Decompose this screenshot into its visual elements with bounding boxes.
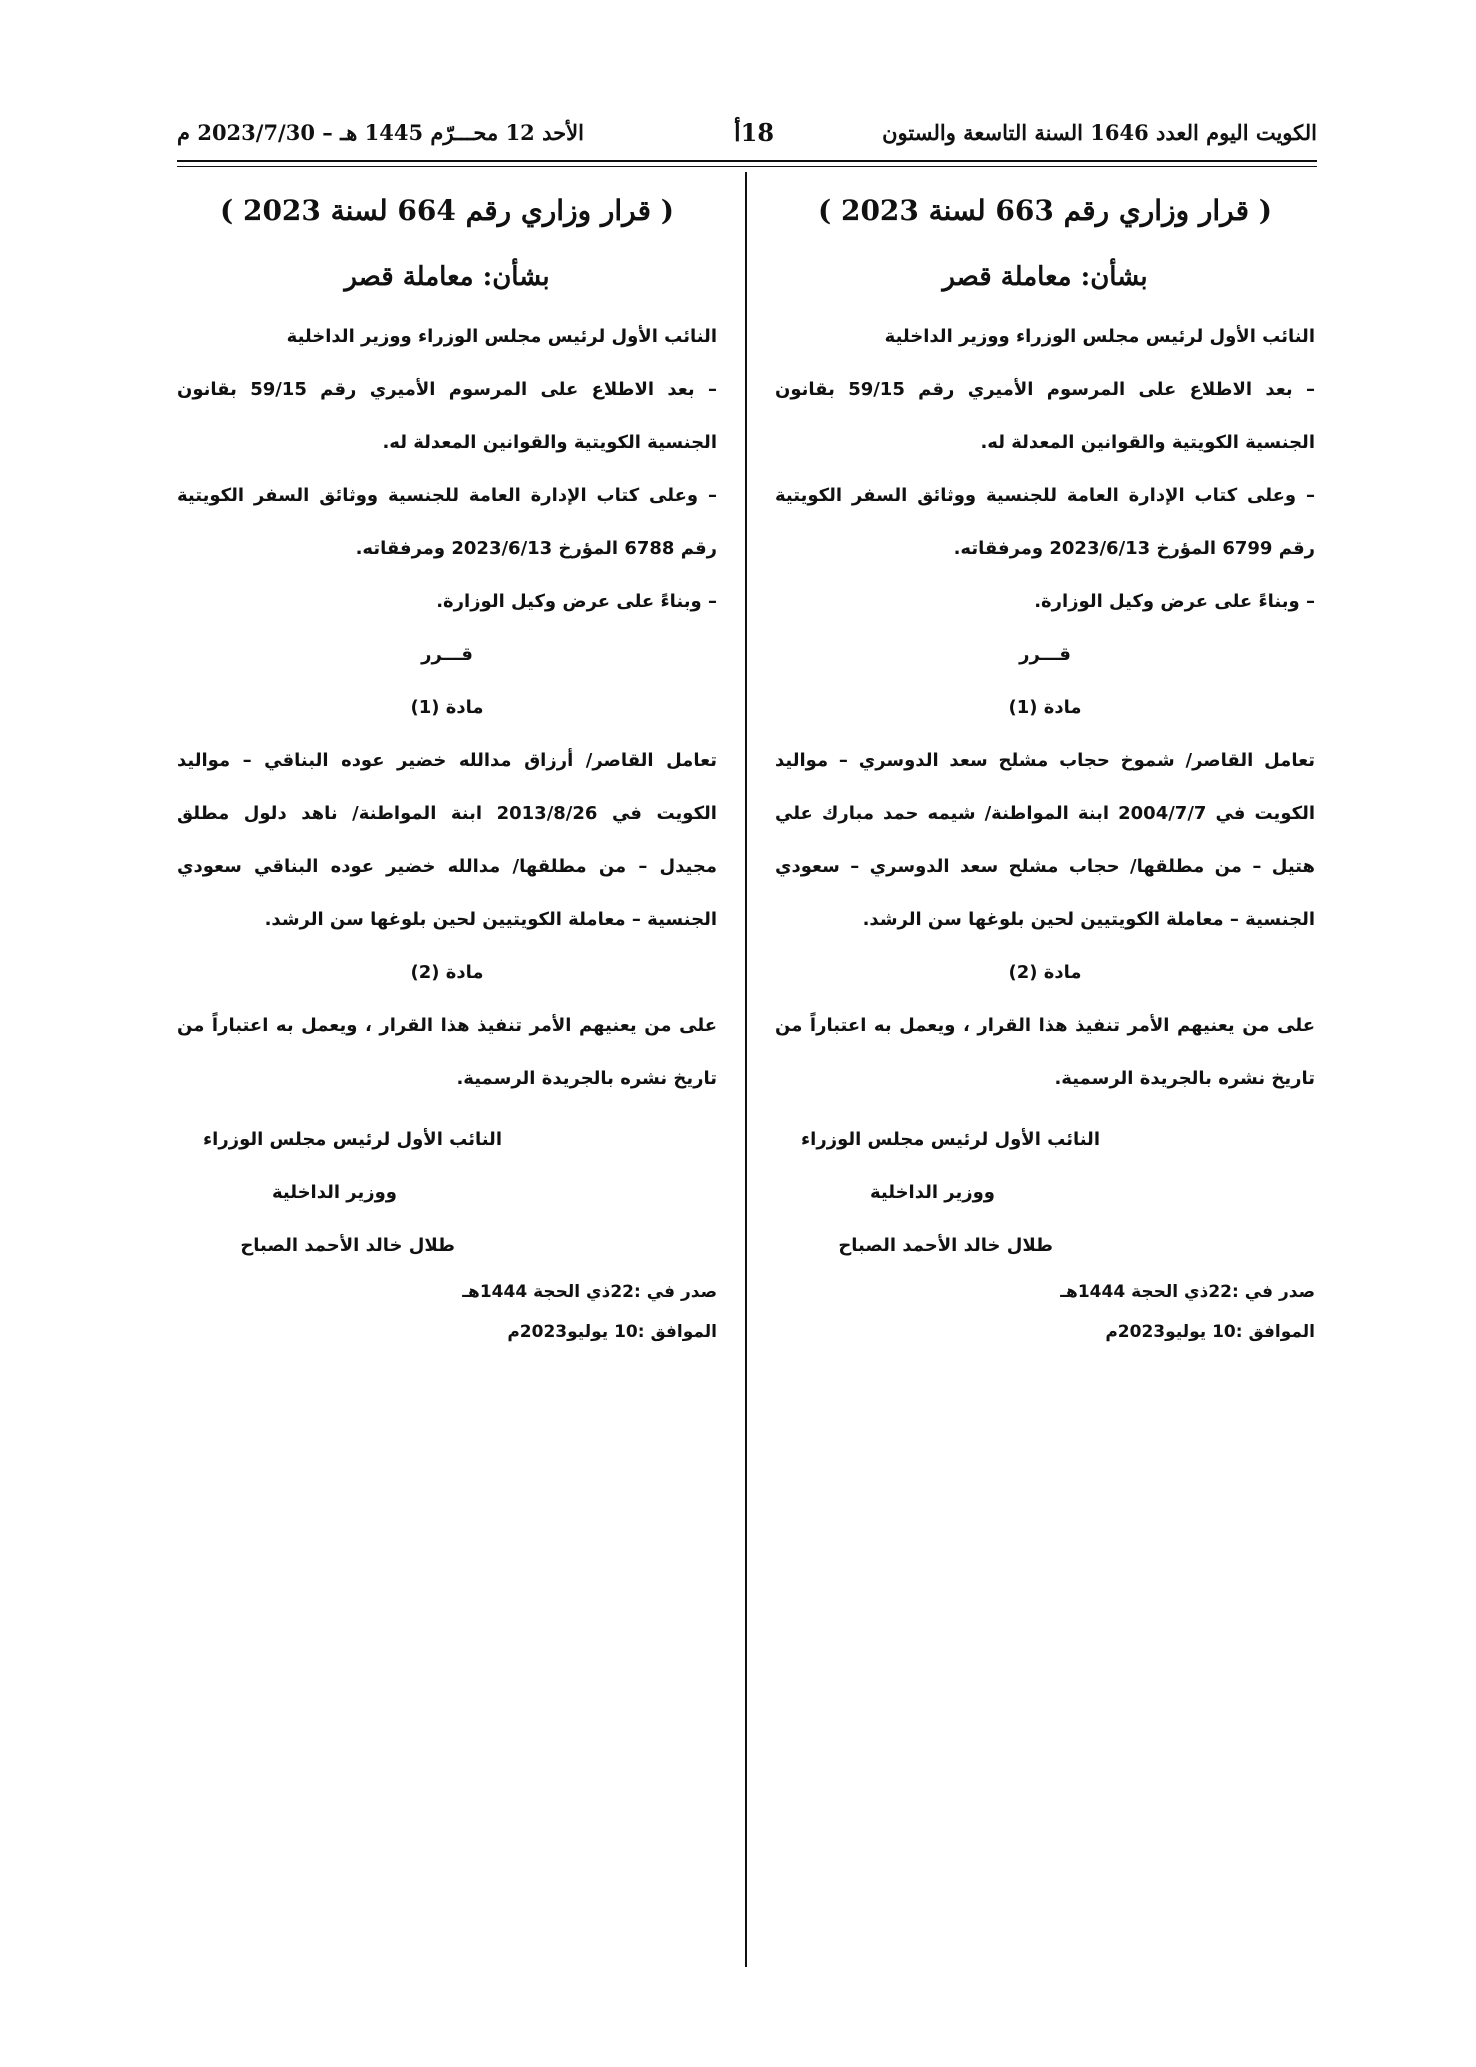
signature-name: طلال خالد الأحمد الصباح	[240, 1235, 455, 1256]
signature-name: طلال خالد الأحمد الصباح	[838, 1235, 1053, 1256]
signature-title-2: ووزير الداخلية	[869, 1182, 995, 1203]
article-2-text: على من يعنيهم الأمر تنفيذ هذا القرار ، ويعمل به اعتباراً من تاريخ نشره بالجريدة الرسمية.	[177, 1015, 717, 1089]
article-2-title: مادة (2)	[410, 962, 484, 983]
header-page-number: 18أ	[734, 118, 775, 147]
column-divider	[745, 172, 747, 1967]
article-1-title: مادة (1)	[410, 697, 484, 718]
header-rule-thin	[177, 166, 1317, 167]
preamble-1: – بعد الاطلاع على المرسوم الأميري رقم 59/15 بقانون الجنسية الكويتية والقوانين المعدلة له.	[775, 379, 1315, 453]
page-header	[177, 120, 1317, 154]
decree-title: ( قرار وزاري رقم 664 لسنة 2023 )	[219, 194, 675, 227]
decree-subject: بشأن: معاملة قصر	[344, 262, 550, 292]
article-1-text: تعامل القاصر/ شموخ حجاب مشلح سعد الدوسري – مواليد الكويت في 2004/7/7 ابنة المواطنة/ شيمه حمد مبارك علي هتيل – من مطلقها/ حجاب مشلح سعد الدوسري – سعودي الجنسية – معاملة الكويتيين لحين بلوغها سن الرشد.	[775, 750, 1315, 930]
decree-subject: بشأن: معاملة قصر	[942, 262, 1148, 292]
header-issue-info: الكويت اليوم العدد 1646 السنة التاسعة والستون	[882, 120, 1317, 145]
signature-title-1: النائب الأول لرئيس مجلس الوزراء	[800, 1129, 1100, 1150]
signature-title-1: النائب الأول لرئيس مجلس الوزراء	[202, 1129, 502, 1150]
decree-663	[775, 186, 1315, 1352]
article-1-text: تعامل القاصر/ أرزاق مدالله خضير عوده البناقي – مواليد الكويت في 2013/8/26 ابنة المواطنة/ ناهد دلول مطلق مجيدل – من مطلقها/ مدالله خضير عوده البناقي سعودي الجنسية – معاملة الكويتيين لحين بلوغها سن الرشد.	[177, 750, 717, 930]
header-rule-thick	[177, 160, 1317, 162]
preamble-3: – وبناءً على عرض وكيل الوزارة.	[1034, 591, 1315, 612]
issued-gregorian-date: الموافق :10 يوليو2023م	[1105, 1322, 1315, 1342]
issued-gregorian-date: الموافق :10 يوليو2023م	[507, 1322, 717, 1342]
preamble-1: – بعد الاطلاع على المرسوم الأميري رقم 59/15 بقانون الجنسية الكويتية والقوانين المعدلة له.	[177, 379, 717, 453]
article-2-title: مادة (2)	[1008, 962, 1082, 983]
decided-label: قـــرر	[1019, 644, 1071, 665]
issued-hijri-date: صدر في :22ذي الحجة 1444هـ	[1060, 1282, 1315, 1302]
decree-664	[177, 186, 717, 1352]
preamble-2: – وعلى كتاب الإدارة العامة للجنسية ووثائق السفر الكويتية رقم 6799 المؤرخ 2023/6/13 ومرفقاته.	[775, 485, 1315, 559]
decree-issuer: النائب الأول لرئيس مجلس الوزراء ووزير الداخلية	[884, 326, 1315, 347]
signature-title-2: ووزير الداخلية	[271, 1182, 397, 1203]
decree-title: ( قرار وزاري رقم 663 لسنة 2023 )	[817, 194, 1273, 227]
article-2-text: على من يعنيهم الأمر تنفيذ هذا القرار ، ويعمل به اعتباراً من تاريخ نشره بالجريدة الرسمية.	[775, 1015, 1315, 1089]
preamble-3: – وبناءً على عرض وكيل الوزارة.	[436, 591, 717, 612]
issued-hijri-date: صدر في :22ذي الحجة 1444هـ	[462, 1282, 717, 1302]
decided-label: قـــرر	[421, 644, 473, 665]
decree-issuer: النائب الأول لرئيس مجلس الوزراء ووزير الداخلية	[286, 326, 717, 347]
preamble-2: – وعلى كتاب الإدارة العامة للجنسية ووثائق السفر الكويتية رقم 6788 المؤرخ 2023/6/13 ومرفقاته.	[177, 485, 717, 559]
article-1-title: مادة (1)	[1008, 697, 1082, 718]
header-date: الأحد 12 محـــرّم 1445 هـ – 2023/7/30 م	[177, 120, 584, 145]
